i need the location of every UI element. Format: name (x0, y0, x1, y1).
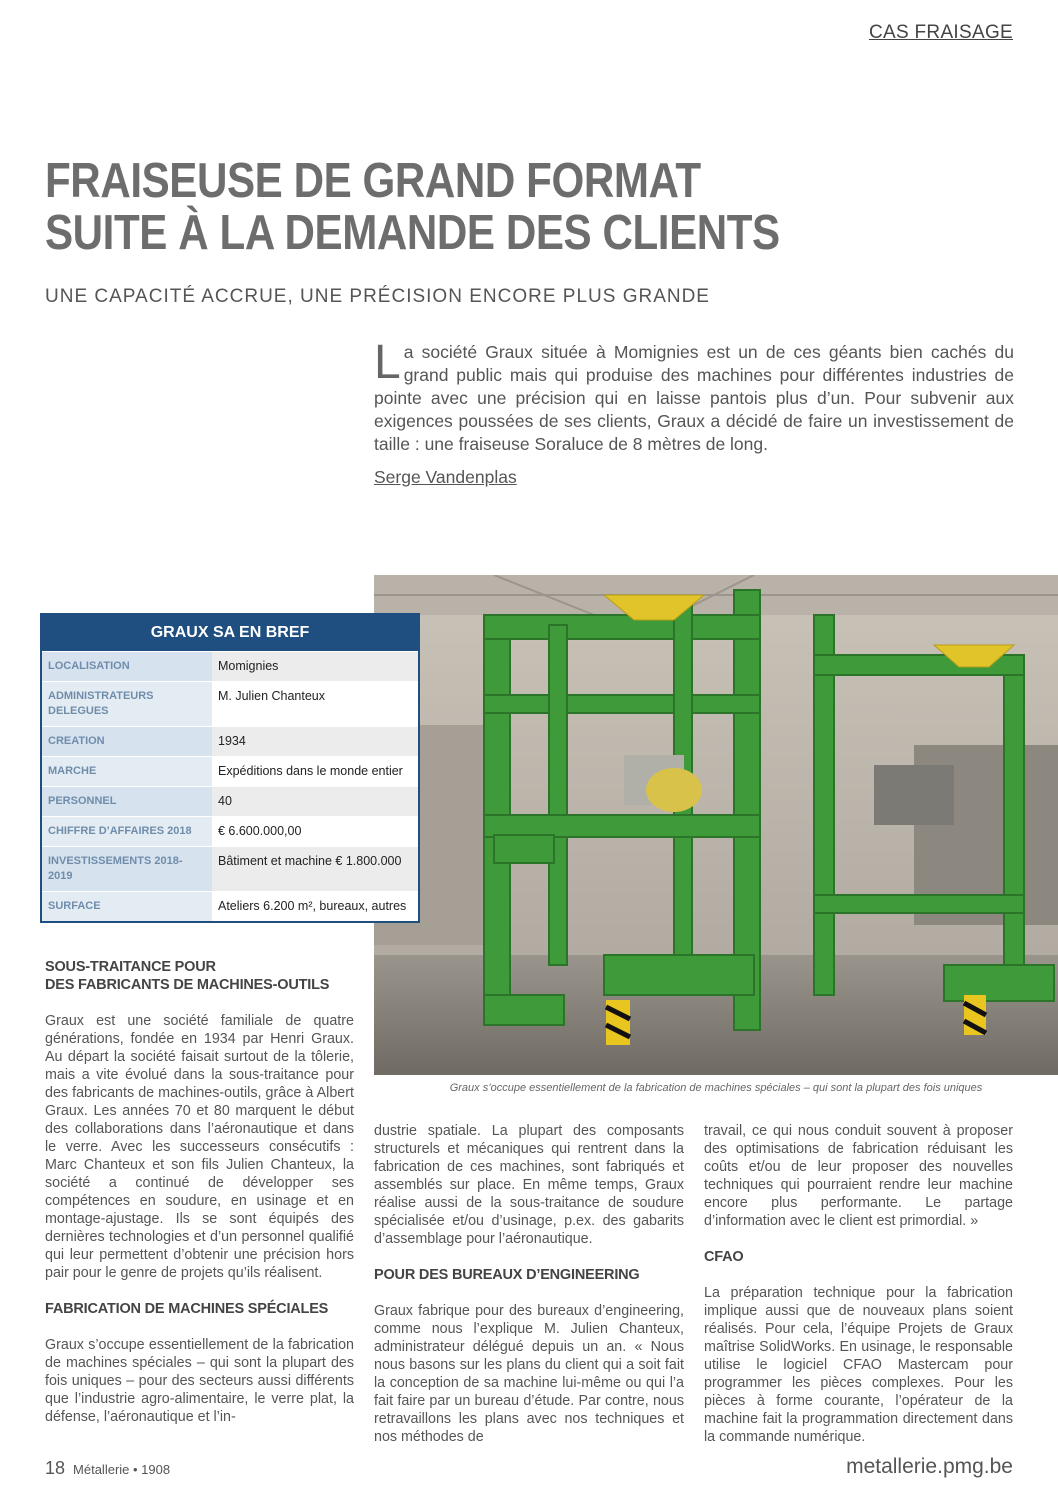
info-key: PERSONNEL (42, 787, 212, 816)
info-key: INVESTISSEMENTS 2018-2019 (42, 847, 212, 891)
info-box (40, 613, 420, 923)
section-heading: POUR DES BUREAUX D’ENGINEERING (374, 1267, 640, 1283)
body-paragraph: La préparation technique pour la fabrication implique aussi que de nouveaux plans soient réalisés. Pour cela, l’équipe Projets de Graux maîtrise SolidWorks. En usinage, le responsable utilise le logiciel CFAO Mastercam pour programmer les pièces complexes. Pour les pièces à forme courante, l’opérateur de la machine fait la programmation directement dans la commande numérique. (704, 1285, 1013, 1445)
info-row (42, 816, 418, 846)
section-heading: CFAO (704, 1249, 744, 1265)
info-row (42, 891, 418, 921)
photo-caption: Graux s’occupe essentiellement de la fabrication de machines spéciales – qui sont la plupart des fois uniques (449, 1082, 983, 1094)
info-value: Expéditions dans le monde entier (212, 757, 418, 786)
title-line-1: FRAISEUSE DE GRAND FORMAT (45, 154, 701, 208)
body-paragraph: Graux s’occupe essentiellement de la fabrication de machines spéciales – qui sont la plupart des fois uniques – pour des secteurs aussi différents que l’industrie agro-alimentaire, le verre plat, la défense, l’aéronautique et l’in- (45, 1337, 354, 1425)
info-key: ADMINISTRATEURS DELEGUES (42, 682, 212, 726)
body-paragraph: dustrie spatiale. La plupart des composants structurels et mécaniques qui rentrent dans la fabrication de ces machines, sont fabriqués et assemblés sur place. En même temps, Graux réalise aussi de la sous-traitance de soudure spécialisée et/ou d’usinage, p.ex. des gabarits d’assemblage pour l’aéronautique. (374, 1123, 684, 1247)
info-row (42, 681, 418, 726)
author-link[interactable]: Serge Vandenplas (374, 467, 517, 487)
info-row (42, 651, 418, 681)
info-key: SURFACE (42, 892, 212, 921)
article-title (45, 155, 819, 259)
section-heading-line-2: DES FABRICANTS DE MACHINES-OUTILS (45, 977, 330, 993)
section-heading (45, 958, 354, 994)
body-paragraph: Graux fabrique pour des bureaux d’engineering, comme nous l’explique M. Julien Chanteux, administrateur délégué depuis un an. « Nous nous basons sur les plans du client qui a soit fait la conception de sa machine lui-même ou qui l’a fait faire par un bureau d’étude. Par contre, nous retravaillons les plans avec nos techniques et nos méthodes de (374, 1303, 684, 1445)
info-value: M. Julien Chanteux (212, 682, 418, 726)
info-row (42, 726, 418, 756)
section-heading-line-1: SOUS-TRAITANCE POUR (45, 959, 216, 975)
info-value: 40 (212, 787, 418, 816)
body-column-3 (704, 1122, 1013, 1464)
info-value: 1934 (212, 727, 418, 756)
info-key: LOCALISATION (42, 652, 212, 681)
info-value: Momignies (212, 652, 418, 681)
title-line-2: SUITE À LA DEMANDE DES CLIENTS (45, 206, 780, 260)
info-key: MARCHE (42, 757, 212, 786)
body-paragraph: travail, ce qui nous conduit souvent à proposer des optimisations de fabrication réduisant les coûts et/ou de leur proposer des nouvelles techniques qui pourraient rendre leur machine encore plus performante. Le partage d’information avec le client est primordial. » (704, 1123, 1013, 1229)
info-key: CREATION (42, 727, 212, 756)
info-value: Ateliers 6.200 m², bureaux, autres (212, 892, 418, 921)
intro-text: a société Graux située à Momignies est un de ces géants bien cachés du grand public mais qui produise des machines pour différentes industries de pointe avec une précision qui en laisse pantois plus d’un. Pour subvenir aux exigences poussées de ses clients, Graux a décidé de faire un investissement de taille : une fraiseuse Soraluce de 8 mètres de long. (374, 342, 1014, 454)
dropcap: L (374, 336, 401, 389)
page-number: 18 (45, 1458, 66, 1478)
info-row (42, 846, 418, 891)
footer-folio (45, 1458, 170, 1479)
website-link[interactable]: metallerie.pmg.be (846, 1455, 1013, 1478)
info-key: CHIFFRE D’AFFAIRES 2018 (42, 817, 212, 846)
info-value: € 6.600.000,00 (212, 817, 418, 846)
body-paragraph: Graux est une société familiale de quatre générations, fondée en 1934 par Henri Graux. Au départ la société faisait surtout de la tôlerie, mais a vite évolué dans la sous-traitance pour des fabricants de machines-outils, grâce à Albert Graux. Les années 70 et 80 marquent le début des collaborations dans l’aéronautique et dans le verre. Avec les successeurs consécutifs : Marc Chanteux et son fils Julien Chanteux, la société a continué de développer ses compétences en soudure, en usinage et en montage-ajustage. Ils se sont équipés des dernières technologies et d’un personnel qualifié qui leur permettent d’obtenir une précision hors pair pour le genre de projets qu’ils réalisent. (45, 1013, 354, 1281)
info-box-title: GRAUX SA EN BREF (42, 615, 418, 651)
intro-paragraph (374, 336, 1014, 456)
section-heading: FABRICATION DE MACHINES SPÉCIALES (45, 1301, 329, 1317)
machine-photo (374, 575, 1058, 1075)
article-subtitle: UNE CAPACITÉ ACCRUE, UNE PRÉCISION ENCORE PLUS GRANDE (45, 286, 710, 307)
section-tag: CAS FRAISAGE (868, 22, 1013, 43)
publication-name: Métallerie • 1908 (73, 1462, 171, 1477)
info-row (42, 756, 418, 786)
info-value: Bâtiment et machine € 1.800.000 (212, 847, 418, 891)
body-column-1 (45, 958, 354, 1444)
machine-photo-illustration (374, 575, 1058, 1075)
info-row (42, 786, 418, 816)
body-column-2 (374, 1122, 684, 1464)
